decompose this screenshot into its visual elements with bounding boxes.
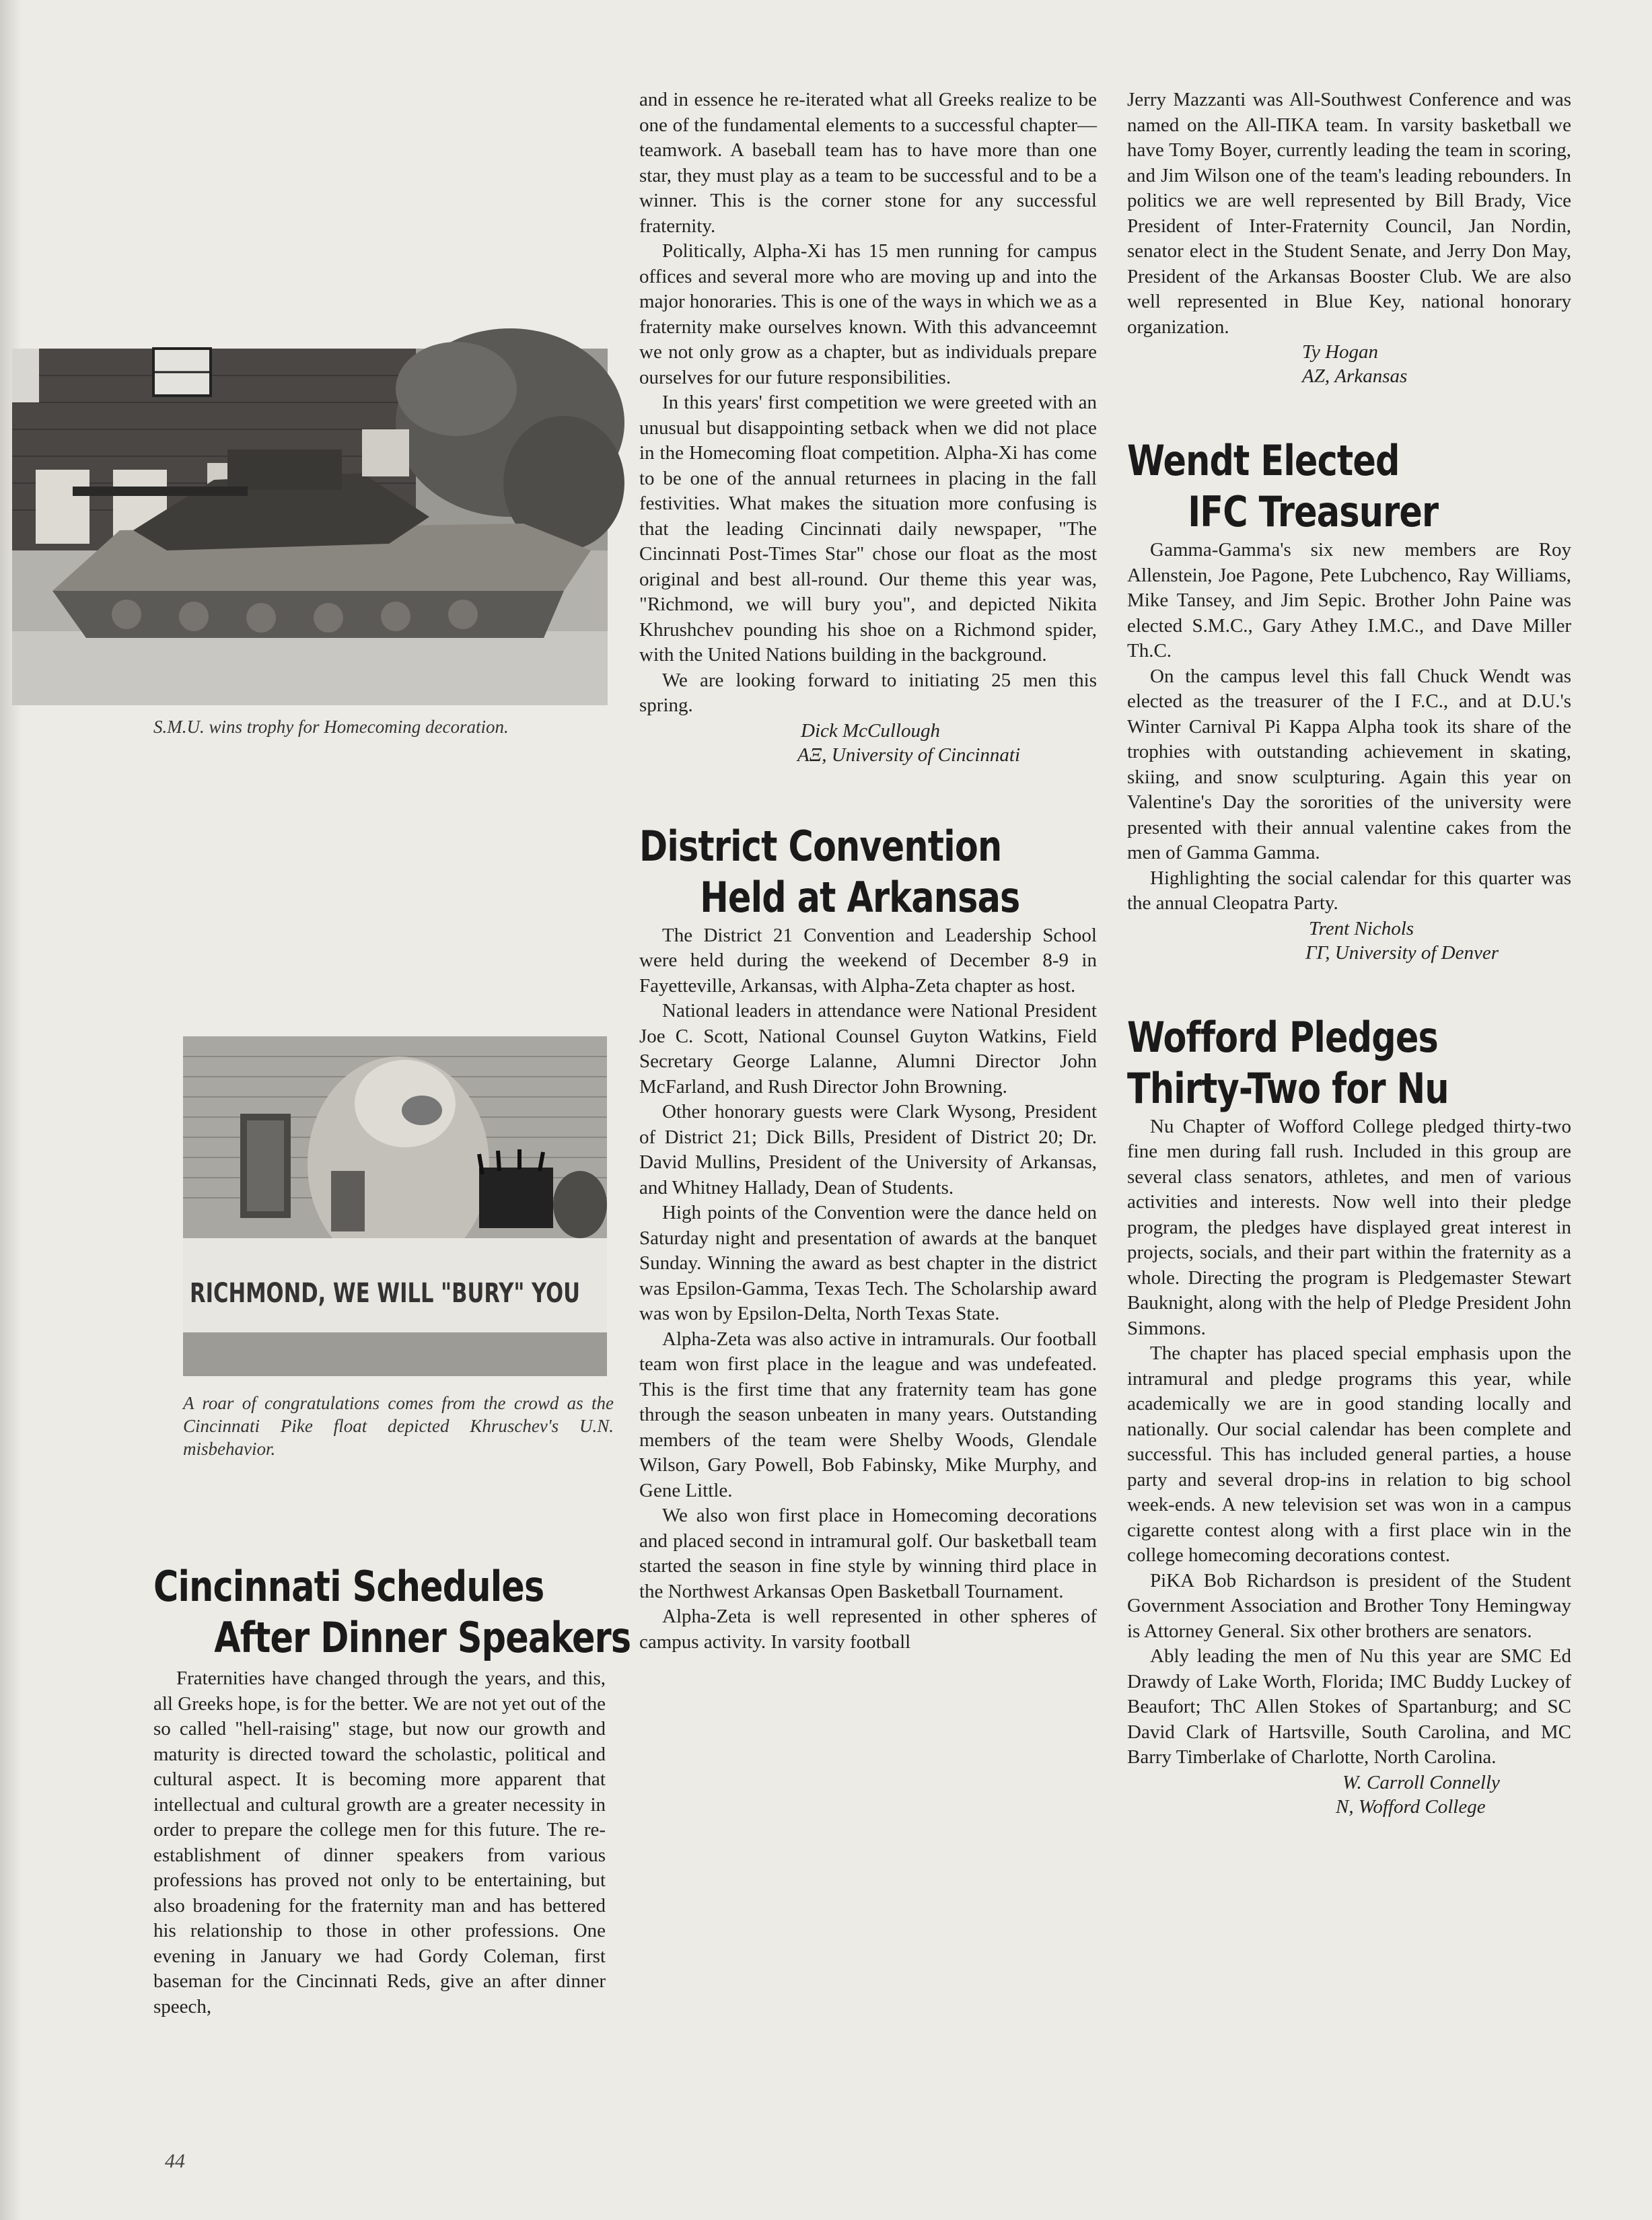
wofford-paragraph: PiKA Bob Richardson is president of the Student Government Association and Brother Tony Hemingway is Attorney General. Six other brothers are senators. — [1127, 1569, 1571, 1642]
cincinnati-signature-name: Dick McCullough — [801, 719, 940, 742]
float-banner-text: RICHMOND, WE WILL "BURY" YOU — [190, 1278, 580, 1309]
cincinnati-article-start — [153, 1561, 631, 2019]
tank-float-image — [12, 349, 608, 705]
cincinnati-paragraph: In this years' first competition we were greeted with an unusual but disappointing setback when we did not place in the Homecoming float competition. Alpha-Xi has come to be one of the annual returnees in placing in the fall festivities. What makes the situation more confusing is that the leading Cincinnati daily newspaper, "The Cincinnati Post-Times Star" chose our float as the most original and best all-round. Our theme this year was, "Richmond, we will bury you", and depicted Nikita Khrushchev pounding his shoe on a Richmond spider, with the United Nations building in the background. — [639, 392, 1097, 666]
cincinnati-paragraph: and in essence he re-iterated what all Greeks realize to be one of the fundamental elements to a successful chapter—teamwork. A baseball team has to have more than one star, they must play as a team to be successful and to be a winner. This is the corner stone for any successful fraternity. — [639, 89, 1097, 237]
wofford-signature-name: W. Carroll Connelly — [1342, 1771, 1500, 1793]
denver-paragraph: On the campus level this fall Chuck Wendt was elected as the treasurer of the I F.C., and at D.U.'s Winter Carnival Pi Kappa Alpha took its share of the trophies with outstanding achievement in skating, skiing, and snow sculpturing. Again this year on Valentine's Day the sororities of the university were presented with their annual valentine cakes from the men of Gamma Gamma. — [1127, 665, 1571, 863]
wofford-headline-line1: Wofford Pledges — [1127, 1012, 1438, 1062]
denver-paragraph: Gamma-Gamma's six new members are Roy Allenstein, Joe Pagone, Pete Lubchenco, Ray Williams, Mike Tansey, and Jim Sepic. Brother John Paine was elected S.M.C., Gary Athey I.M.C., and Dave Miller Th.C. — [1127, 539, 1571, 661]
arkansas-paragraph: The District 21 Convention and Leadership School were held during the weekend of December 8-9 in Fayetteville, Arkansas, with Alpha-Zeta chapter as host. — [639, 924, 1097, 997]
arkansas-paragraph: Alpha-Zeta is well represented in other spheres of campus activity. In varsity football — [639, 1606, 1097, 1653]
arkansas-signature-name: Ty Hogan — [1302, 341, 1379, 363]
arkansas-paragraph: Other honorary guests were Clark Wysong, President of District 21; Dick Bills, President of District 20; Dr. David Mullins, President of the University of Arkansas, and Whitney Hallady, Dean of Students. — [639, 1101, 1097, 1198]
wofford-paragraph: Ably leading the men of Nu this year are SMC Ed Drawdy of Lake Worth, Florida; IMC Buddy Luckey of Beaufort; ThC Allen Stokes of Spartanburg; and SC David Clark of Hartsville, South Carolina, and MC Barry Timberlake of Charlotte, North Carolina. — [1127, 1645, 1571, 1768]
cincinnati-signature-chapter: ΑΞ, University of Cincinnati — [797, 744, 1021, 766]
column-two — [639, 87, 1097, 1655]
arkansas-headline-line1: District Convention — [639, 821, 1002, 871]
cincinnati-paragraph: Fraternities have changed through the years, and this, all Greeks hope, is for the better. We are not yet out of the so called "hell-raising" stage, but now our growth and maturity is directed toward the scholastic, political and cultural aspect. It is becoming more apparent that intellectual and cultural growth are a greater necessity in order to prepare the college men for this future. The re-establishment of dinner speakers from various professions has proved not only to be entertaining, but also broadening for the fraternity man and has bettered his relationship to those in other professions. One evening in January we had Gordy Coleman, first baseman for the Cincinnati Reds, give an after dinner speech, — [153, 1668, 606, 2017]
denver-signature-chapter: ΓΓ, University of Denver — [1305, 941, 1499, 964]
arkansas-headline-line2: Held at Arkansas — [700, 872, 1020, 922]
arkansas-paragraph: National leaders in attendance were National President Joe C. Scott, National Counsel Guyton Watkins, Field Secretary George Lalanne, Alumni Director John McFarland, and Rush Director John Browning. — [639, 1000, 1097, 1098]
denver-headline-line1: Wendt Elected — [1127, 436, 1400, 485]
richmond-float-image — [183, 1036, 607, 1376]
denver-signature-name: Trent Nichols — [1309, 917, 1414, 939]
denver-headline-line2: IFC Treasurer — [1188, 487, 1439, 536]
denver-paragraph: Highlighting the social calendar for this quarter was the annual Cleopatra Party. — [1127, 867, 1571, 914]
arkansas-paragraph: Jerry Mazzanti was All-Southwest Conference and was named on the All-ΠΚΑ team. In varsity basketball we have Tomy Boyer, currently leading the team in scoring, and Jim Wilson one of the team's leading rebounders. In politics we are well represented by Bill Brady, Vice President of Inter-Fraternity Council, Jan Nordin, senator elect in the Student Senate, and Jerry Don May, President of the Arkansas Booster Club. We are also well represented in Blue Key, national honorary organization. — [1127, 89, 1571, 338]
arkansas-signature-chapter: ΑΖ, Arkansas — [1302, 365, 1408, 387]
wofford-paragraph: The chapter has placed special emphasis upon the intramural and pledge programs this year, while academically we are in good standing locally and nationally. Our social calendar has been complete and successful. This has included general parties, a house party and several drop-ins in relation to big school week-ends. A new television set was won in a campus cigarette contest along with a first place win in the college homecoming decorations contest. — [1127, 1342, 1571, 1566]
arkansas-paragraph: We also won first place in Homecoming decorations and placed second in intramural golf. Our basketball team started the season in fine style by winning third place in the Northwest Arkansas Open Basketball Tournament. — [639, 1505, 1097, 1602]
tank-float-photo — [12, 349, 608, 705]
cincinnati-paragraph: We are looking forward to initiating 25 men this spring. — [639, 669, 1097, 716]
richmond-float-photo — [183, 1036, 607, 1376]
wofford-signature-chapter: N, Wofford College — [1336, 1795, 1486, 1818]
column-three — [1127, 87, 1571, 1819]
wofford-paragraph: Nu Chapter of Wofford College pledged thirty-two fine men during fall rush. Included in this group are several class senators, athletes, and men of various activities and interests. Now well into their pledge program, the pledges have displayed great interest in projects, socials, and their part within the fraternity as a whole. Directing the program is Pledgemaster Stewart Bauknight, along with the help of Pledge President John Simmons. — [1127, 1115, 1571, 1339]
cincinnati-paragraph: Politically, Alpha-Xi has 15 men running for campus offices and several more who are moving up and into the major honoraries. This is one of the ways in which we as a fraternity make ourselves known. With this advanceemnt we not only grow as a chapter, but as individuals prepare ourselves for our future responsibilities. — [639, 240, 1097, 388]
page-number: 44 — [165, 2150, 185, 2172]
richmond-photo-caption: A roar of congratulations comes from the crowd as the Cincinnati Pike float depicted Khruschev's U.N. misbehavior. — [183, 1393, 614, 1459]
cincinnati-headline-line2: After Dinner Speakers — [214, 1613, 631, 1662]
arkansas-paragraph: Alpha-Zeta was also active in intramurals. Our football team won first place in the league and was undefeated. This is the first time that any fraternity team has gone through the season unbeaten in many years. Outstanding members of the team were Shelby Woods, Glendale Wilson, Gary Powell, Bob Fabinsky, Mike Murphy, and Gene Little. — [639, 1328, 1097, 1501]
tank-photo-caption: S.M.U. wins trophy for Homecoming decoration. — [153, 717, 509, 737]
wofford-headline-line2: Thirty-Two for Nu — [1127, 1063, 1449, 1113]
page-edge-shadow — [0, 0, 22, 2220]
arkansas-paragraph: High points of the Convention were the dance held on Saturday night and presentation of awards at the banquet Sunday. Winning the award as best chapter in the district was Epsilon-Gamma, Texas Tech. The Scholarship award was won by Epsilon-Delta, North Texas State. — [639, 1202, 1097, 1324]
cincinnati-headline-line1: Cincinnati Schedules — [153, 1562, 544, 1611]
